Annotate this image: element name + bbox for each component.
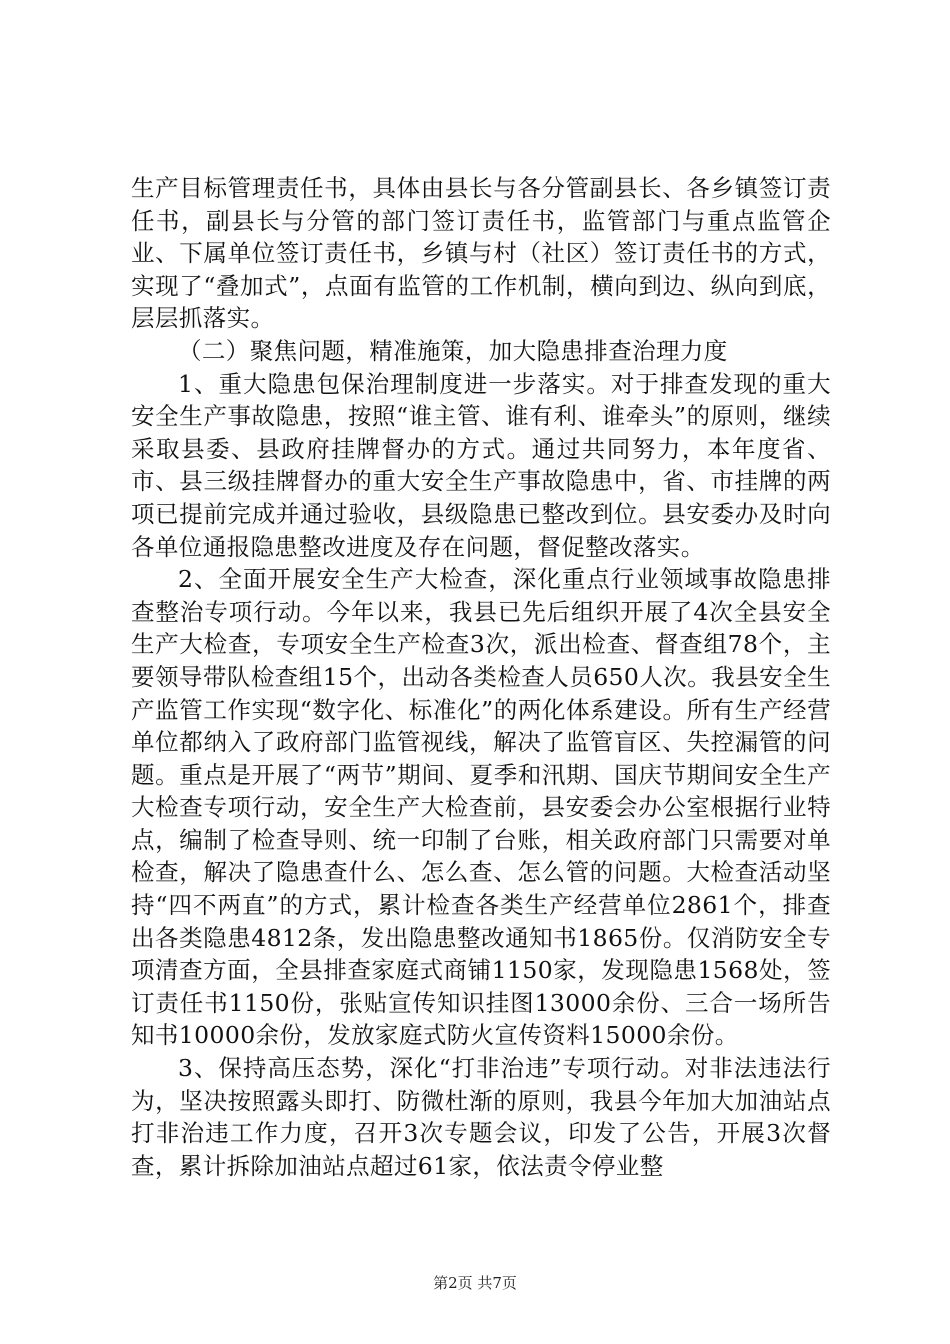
paragraph-continued: 生产目标管理责任书，具体由县长与各分管副县长、各乡镇签订责任书，副县长与分管的部门签订责任书，监管部门与重点监管企业、下属单位签订责任书，乡镇与村（社区）签订责任书的方式，实现了“叠加式”，点面有监管的工作机制，横向到边、纵向到底，层层抓落实。: [131, 174, 831, 333]
paragraph-item-2: 2、全面开展安全生产大检查，深化重点行业领域事故隐患排查整治专项行动。今年以来，我县已先后组织开展了4次全县安全生产大检查，专项安全生产检查3次，派出检查、督查组78个，主要领导带队检查组15个，出动各类检查人员650人次。我县安全生产监管工作实现“数字化、标准化”的两化体系建设。所有生产经营单位都纳入了政府部门监管视线，解决了监管盲区、失控漏管的问题。重点是开展了“两节”期间、夏季和汛期、国庆节期间安全生产大检查专项行动，安全生产大检查前，县安委会办公室根据行业特点，编制了检查导则、统一印制了台账，相关政府部门只需要对单检查，解决了隐患查什么、怎么查、怎么管的问题。大检查活动坚持“四不两直”的方式，累计检查各类生产经营单位2861个，排查出各类隐患4812条，发出隐患整改通知书1865份。仅消防安全专项清查方面，全县排查家庭式商铺1150家，发现隐患1568处，签订责任书1150份，张贴宣传知识挂图13000余份、三合一场所告知书10000余份，发放家庭式防火宣传资料15000余份。: [131, 565, 831, 1050]
paragraph-item-3: 3、保持高压态势，深化“打非治违”专项行动。对非法违法行为，坚决按照露头即打、防微杜渐的原则，我县今年加大加油站点打非治违工作力度，召开3次专题会议，印发了公告，开展3次督查，累计拆除加油站点超过61家，依法责令停业整: [131, 1054, 831, 1180]
paragraph-item-1: 1、重大隐患包保治理制度进一步落实。对于排查发现的重大安全生产事故隐患，按照“谁主管、谁有利、谁牵头”的原则，继续采取县委、县政府挂牌督办的方式。通过共同努力，本年度省、市、县三级挂牌督办的重大安全生产事故隐患中，省、市挂牌的两项已提前完成并通过验收，县级隐患已整改到位。县安委办及时向各单位通报隐患整改进度及存在问题，督促整改落实。: [131, 369, 831, 561]
page-number-footer: 第2页 共7页: [433, 1274, 517, 1292]
document-body: [131, 172, 831, 1182]
section-heading: （二）聚焦问题，精准施策，加大隐患排查治理力度: [178, 336, 728, 365]
